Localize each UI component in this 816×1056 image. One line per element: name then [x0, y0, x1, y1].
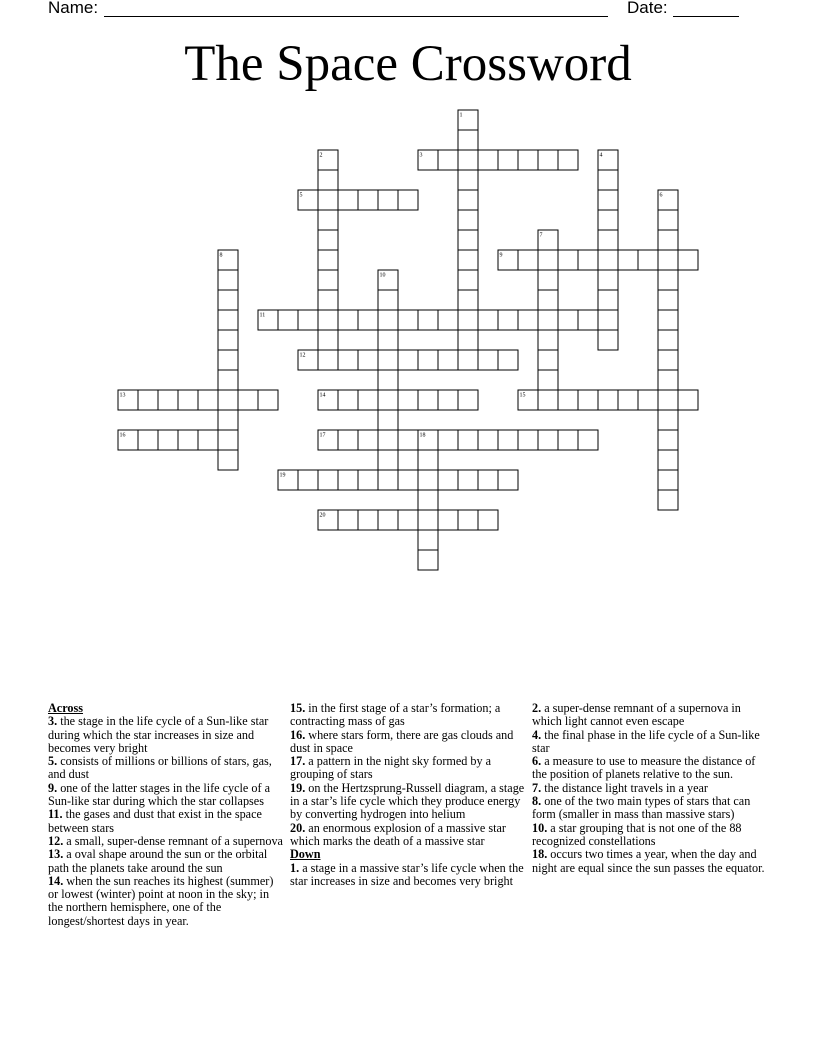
grid-cell[interactable] — [218, 290, 238, 310]
across-clue — [48, 848, 283, 875]
clue-text: the gases and dust that exist in the space between stars — [48, 807, 262, 835]
grid-cell[interactable] — [218, 430, 238, 450]
clue-text: an enormous explosion of a massive star which marks the death of a massive star — [290, 820, 506, 848]
grid-cell[interactable] — [338, 350, 358, 370]
grid-cell[interactable] — [338, 470, 358, 490]
grid-cell[interactable] — [538, 430, 558, 450]
clue-text: a small, super-dense remnant of a supernova — [66, 833, 283, 848]
grid-cell[interactable] — [538, 150, 558, 170]
grid-cell[interactable] — [218, 410, 238, 430]
grid-cell[interactable] — [238, 390, 258, 410]
grid-cell[interactable] — [318, 190, 338, 210]
grid-cell[interactable] — [478, 150, 498, 170]
grid-cell[interactable] — [518, 430, 538, 450]
down-clue — [532, 795, 767, 822]
grid-cell[interactable] — [658, 490, 678, 510]
clue-text: a stage in a massive star’s life cycle when the star increases in size and becomes very bright — [290, 860, 524, 888]
grid-cell[interactable] — [458, 170, 478, 190]
grid-cell[interactable] — [578, 430, 598, 450]
grid-cell[interactable] — [658, 290, 678, 310]
cell-number: 7 — [539, 232, 543, 239]
grid-cell[interactable] — [358, 190, 378, 210]
grid-cell[interactable] — [418, 350, 438, 370]
down-clue — [532, 755, 767, 782]
grid-cell[interactable] — [498, 350, 518, 370]
grid-cell[interactable] — [458, 270, 478, 290]
clue-text: occurs two times a year, when the day and night are equal since the sun passes the equator. — [532, 847, 765, 875]
clue-number: 8. — [532, 794, 542, 809]
grid-cell[interactable] — [658, 310, 678, 330]
grid-cell[interactable] — [318, 210, 338, 230]
grid-cell[interactable] — [538, 270, 558, 290]
grid-cell[interactable] — [458, 150, 478, 170]
cell-number: 14 — [319, 392, 326, 399]
grid-cell[interactable] — [658, 370, 678, 390]
grid-cell[interactable] — [538, 330, 558, 350]
clue-number: 7. — [532, 780, 542, 795]
cell-number: 5 — [299, 192, 303, 199]
grid-cell[interactable] — [418, 390, 438, 410]
cell-number: 20 — [319, 512, 326, 519]
grid-cell[interactable] — [418, 550, 438, 570]
grid-cell[interactable] — [498, 310, 518, 330]
across-clue — [48, 755, 283, 782]
clue-number: 16. — [290, 727, 306, 742]
grid-cell[interactable] — [398, 310, 418, 330]
clue-number: 12. — [48, 833, 64, 848]
grid-cell[interactable] — [398, 430, 418, 450]
across-clue — [290, 702, 525, 729]
grid-cell[interactable] — [458, 230, 478, 250]
grid-cell[interactable] — [658, 450, 678, 470]
cell-number: 18 — [419, 432, 426, 439]
grid-cell[interactable] — [278, 310, 298, 330]
across-clue — [48, 835, 283, 848]
grid-cell[interactable] — [318, 170, 338, 190]
grid-cell[interactable] — [178, 430, 198, 450]
grid-cell[interactable] — [678, 390, 698, 410]
grid-cell[interactable] — [538, 310, 558, 330]
grid-cell[interactable] — [458, 430, 478, 450]
clue-number: 19. — [290, 780, 306, 795]
clue-text: on the Hertzsprung-Russell diagram, a stage in a star’s life cycle which they produce energy by converting hydrogen into helium — [290, 780, 525, 822]
name-label: Name: — [48, 0, 99, 17]
grid-cell[interactable] — [318, 310, 338, 330]
cell-number: 17 — [319, 432, 326, 439]
grid-cell[interactable] — [358, 430, 378, 450]
grid-cell[interactable] — [338, 310, 358, 330]
clue-text: one of the latter stages in the life cycle of a Sun-like star during which the star collapses — [48, 780, 270, 809]
grid-cell[interactable] — [658, 330, 678, 350]
grid-cell[interactable] — [418, 310, 438, 330]
grid-cell[interactable] — [458, 330, 478, 350]
down-heading: Down — [290, 847, 321, 862]
cell-number: 19 — [279, 472, 286, 479]
grid-cell[interactable] — [178, 390, 198, 410]
cell-number: 10 — [379, 272, 386, 279]
across-clue — [290, 822, 525, 849]
clue-number: 9. — [48, 780, 58, 795]
grid-cell[interactable] — [138, 390, 158, 410]
grid-cell[interactable] — [318, 290, 338, 310]
cell-number: 15 — [519, 392, 526, 399]
grid-cell[interactable] — [218, 370, 238, 390]
grid-cell[interactable] — [538, 290, 558, 310]
grid-cell[interactable] — [518, 250, 538, 270]
grid-cell[interactable] — [378, 190, 398, 210]
cell-number: 4 — [599, 152, 603, 159]
grid-cell[interactable] — [158, 390, 178, 410]
grid-cell[interactable] — [358, 350, 378, 370]
grid-cell[interactable] — [318, 270, 338, 290]
grid-cell[interactable] — [198, 430, 218, 450]
grid-cell[interactable] — [418, 470, 438, 490]
grid-cell[interactable] — [378, 410, 398, 430]
clue-text: the final phase in the life cycle of a Sun-like star — [532, 727, 760, 755]
grid-cell[interactable] — [478, 310, 498, 330]
grid-cell[interactable] — [158, 430, 178, 450]
grid-cell[interactable] — [358, 470, 378, 490]
clue-text: a super-dense remnant of a supernova in which light cannot even escape — [532, 701, 741, 729]
grid-cell[interactable] — [598, 190, 618, 210]
clue-text: where stars form, there are gas clouds and dust in space — [290, 727, 514, 755]
grid-cell[interactable] — [658, 470, 678, 490]
grid-cell[interactable] — [218, 450, 238, 470]
grid-cell[interactable] — [358, 510, 378, 530]
clue-text: a measure to use to measure the distance of the position of planets relative to the sun. — [532, 754, 756, 782]
grid-cell[interactable] — [578, 390, 598, 410]
down-clue — [532, 782, 767, 795]
grid-cell[interactable] — [598, 170, 618, 190]
grid-cell[interactable] — [258, 390, 278, 410]
grid-cell[interactable] — [318, 350, 338, 370]
clue-number: 15. — [290, 701, 306, 715]
grid-cell[interactable] — [558, 150, 578, 170]
grid-cell[interactable] — [418, 530, 438, 550]
grid-cell[interactable] — [298, 470, 318, 490]
grid-cell[interactable] — [498, 430, 518, 450]
grid-cell[interactable] — [638, 390, 658, 410]
grid-cell[interactable] — [598, 330, 618, 350]
clue-text: the stage in the life cycle of a Sun-like star during which the star increases in size and becomes very bright — [48, 714, 269, 755]
across-clue — [48, 715, 283, 755]
grid-cell[interactable] — [418, 510, 438, 530]
clue-number: 1. — [290, 860, 300, 875]
grid-cell[interactable] — [458, 310, 478, 330]
grid-cell[interactable] — [378, 510, 398, 530]
clue-number: 3. — [48, 714, 58, 729]
clues-column-1 — [48, 702, 283, 928]
grid-cell[interactable] — [658, 350, 678, 370]
grid-cell[interactable] — [378, 310, 398, 330]
date-label: Date: — [627, 0, 668, 17]
grid-cell[interactable] — [378, 350, 398, 370]
grid-cell[interactable] — [558, 250, 578, 270]
grid-cell[interactable] — [578, 310, 598, 330]
clue-number: 5. — [48, 754, 58, 769]
grid-cell[interactable] — [618, 390, 638, 410]
grid-cell[interactable] — [598, 290, 618, 310]
grid-cell[interactable] — [378, 430, 398, 450]
across-clue — [290, 729, 525, 756]
grid-cell[interactable] — [458, 210, 478, 230]
across-clue — [48, 875, 283, 928]
cell-number: 11 — [259, 312, 266, 319]
grid-cell[interactable] — [518, 310, 538, 330]
grid-cell[interactable] — [658, 410, 678, 430]
grid-cell[interactable] — [558, 430, 578, 450]
down-clue — [532, 702, 767, 729]
grid-cell[interactable] — [558, 310, 578, 330]
grid-cell[interactable] — [198, 390, 218, 410]
grid-cell[interactable] — [338, 190, 358, 210]
grid-cell[interactable] — [438, 470, 458, 490]
down-clue — [290, 862, 525, 889]
grid-cell[interactable] — [478, 470, 498, 490]
grid-cell[interactable] — [458, 190, 478, 210]
grid-cell[interactable] — [218, 310, 238, 330]
clue-text: a star grouping that is not one of the 88 recognized constellations — [532, 820, 742, 848]
grid-cell[interactable] — [598, 230, 618, 250]
clue-number: 20. — [290, 820, 306, 835]
grid-cell[interactable] — [518, 150, 538, 170]
clue-number: 18. — [532, 847, 548, 862]
grid-cell[interactable] — [658, 230, 678, 250]
grid-cell[interactable] — [378, 450, 398, 470]
grid-cell[interactable] — [378, 390, 398, 410]
clue-number: 17. — [290, 754, 306, 769]
grid-cell[interactable] — [558, 390, 578, 410]
grid-cell[interactable] — [538, 350, 558, 370]
grid-cell[interactable] — [598, 210, 618, 230]
grid-cell[interactable] — [338, 510, 358, 530]
grid-cell[interactable] — [378, 330, 398, 350]
grid-cell[interactable] — [398, 190, 418, 210]
grid-cell[interactable] — [218, 350, 238, 370]
clue-number: 2. — [532, 701, 542, 715]
grid-cell[interactable] — [318, 330, 338, 350]
grid-cell[interactable] — [458, 390, 478, 410]
clue-text: consists of millions or billions of stars, gas, and dust — [48, 754, 272, 782]
clue-text: when the sun reaches its highest (summer) or lowest (winter) point at noon in the sky; in the northern hemisphere, one of the longest/shortest days in year. — [48, 873, 274, 928]
down-clue — [532, 848, 767, 875]
grid-cell[interactable] — [498, 150, 518, 170]
grid-cell[interactable] — [398, 350, 418, 370]
grid-cell[interactable] — [658, 270, 678, 290]
cell-number: 6 — [659, 192, 663, 199]
clue-text: the distance light travels in a year — [544, 780, 708, 795]
grid-cell[interactable] — [378, 370, 398, 390]
clue-text: a oval shape around the sun or the orbital path the planets take around the sun — [48, 847, 268, 875]
cell-number: 16 — [119, 432, 126, 439]
grid-cell[interactable] — [658, 210, 678, 230]
across-heading: Across — [48, 701, 83, 715]
grid-cell[interactable] — [438, 510, 458, 530]
grid-cell[interactable] — [398, 390, 418, 410]
grid-cell[interactable] — [458, 250, 478, 270]
grid-cell[interactable] — [438, 310, 458, 330]
grid-cell[interactable] — [678, 250, 698, 270]
clue-number: 4. — [532, 727, 542, 742]
clue-text: a pattern in the night sky formed by a grouping of stars — [290, 754, 492, 782]
grid-cell[interactable] — [658, 250, 678, 270]
grid-cell[interactable] — [598, 390, 618, 410]
grid-cell[interactable] — [438, 350, 458, 370]
grid-cell[interactable] — [138, 430, 158, 450]
across-clue — [290, 782, 525, 822]
grid-cell[interactable] — [458, 350, 478, 370]
clue-text: in the first stage of a star’s formation; a contracting mass of gas — [290, 701, 501, 729]
grid-cell[interactable] — [458, 510, 478, 530]
grid-cell[interactable] — [578, 250, 598, 270]
cell-number: 8 — [219, 252, 223, 259]
page-title: The Space Crossword — [184, 36, 632, 92]
clue-text: one of the two main types of stars that can form (smaller in mass than massive stars) — [532, 794, 751, 822]
grid-cell[interactable] — [438, 430, 458, 450]
down-clue — [532, 822, 767, 849]
grid-cell[interactable] — [598, 270, 618, 290]
clue-number: 11. — [48, 807, 63, 822]
grid-cell[interactable] — [498, 470, 518, 490]
across-clue — [290, 755, 525, 782]
cell-number: 1 — [459, 112, 463, 119]
cell-number: 3 — [419, 152, 423, 159]
grid-cell[interactable] — [218, 330, 238, 350]
grid-cell[interactable] — [638, 250, 658, 270]
grid-cell[interactable] — [438, 390, 458, 410]
grid-cell[interactable] — [378, 470, 398, 490]
grid-cell[interactable] — [658, 390, 678, 410]
clues-column-2 — [290, 702, 525, 888]
down-clue — [532, 729, 767, 756]
cell-number: 12 — [299, 352, 306, 359]
across-clue — [48, 782, 283, 809]
grid-cell[interactable] — [318, 250, 338, 270]
grid-cell[interactable] — [618, 250, 638, 270]
grid-cell[interactable] — [598, 310, 618, 330]
grid-cell[interactable] — [318, 470, 338, 490]
grid-cell[interactable] — [438, 150, 458, 170]
clue-number: 13. — [48, 847, 64, 862]
grid-cell[interactable] — [378, 290, 398, 310]
grid-cell[interactable] — [478, 510, 498, 530]
grid-cell[interactable] — [318, 230, 338, 250]
grid-cell[interactable] — [338, 390, 358, 410]
clues-column-3 — [532, 702, 767, 875]
grid-cell[interactable] — [358, 310, 378, 330]
across-clue — [48, 808, 283, 835]
grid-cell[interactable] — [538, 250, 558, 270]
grid-cell[interactable] — [458, 470, 478, 490]
grid-cell[interactable] — [598, 250, 618, 270]
cell-number: 2 — [319, 152, 323, 159]
grid-cell[interactable] — [358, 390, 378, 410]
grid-cell[interactable] — [418, 450, 438, 470]
grid-cell[interactable] — [398, 470, 418, 490]
cell-number: 13 — [119, 392, 126, 399]
grid-cell[interactable] — [338, 430, 358, 450]
grid-cell[interactable] — [298, 310, 318, 330]
clue-number: 10. — [532, 820, 548, 835]
grid-cell[interactable] — [538, 390, 558, 410]
cell-number: 9 — [499, 252, 503, 259]
grid-cell[interactable] — [398, 510, 418, 530]
grid-cell[interactable] — [658, 430, 678, 450]
clue-number: 14. — [48, 873, 64, 888]
grid-cell[interactable] — [478, 430, 498, 450]
grid-cell[interactable] — [538, 370, 558, 390]
grid-cell[interactable] — [218, 390, 238, 410]
grid-cell[interactable] — [458, 130, 478, 150]
grid-cell[interactable] — [418, 490, 438, 510]
grid-cell[interactable] — [458, 290, 478, 310]
grid-cell[interactable] — [478, 350, 498, 370]
grid-cell[interactable] — [218, 270, 238, 290]
clue-number: 6. — [532, 754, 542, 769]
